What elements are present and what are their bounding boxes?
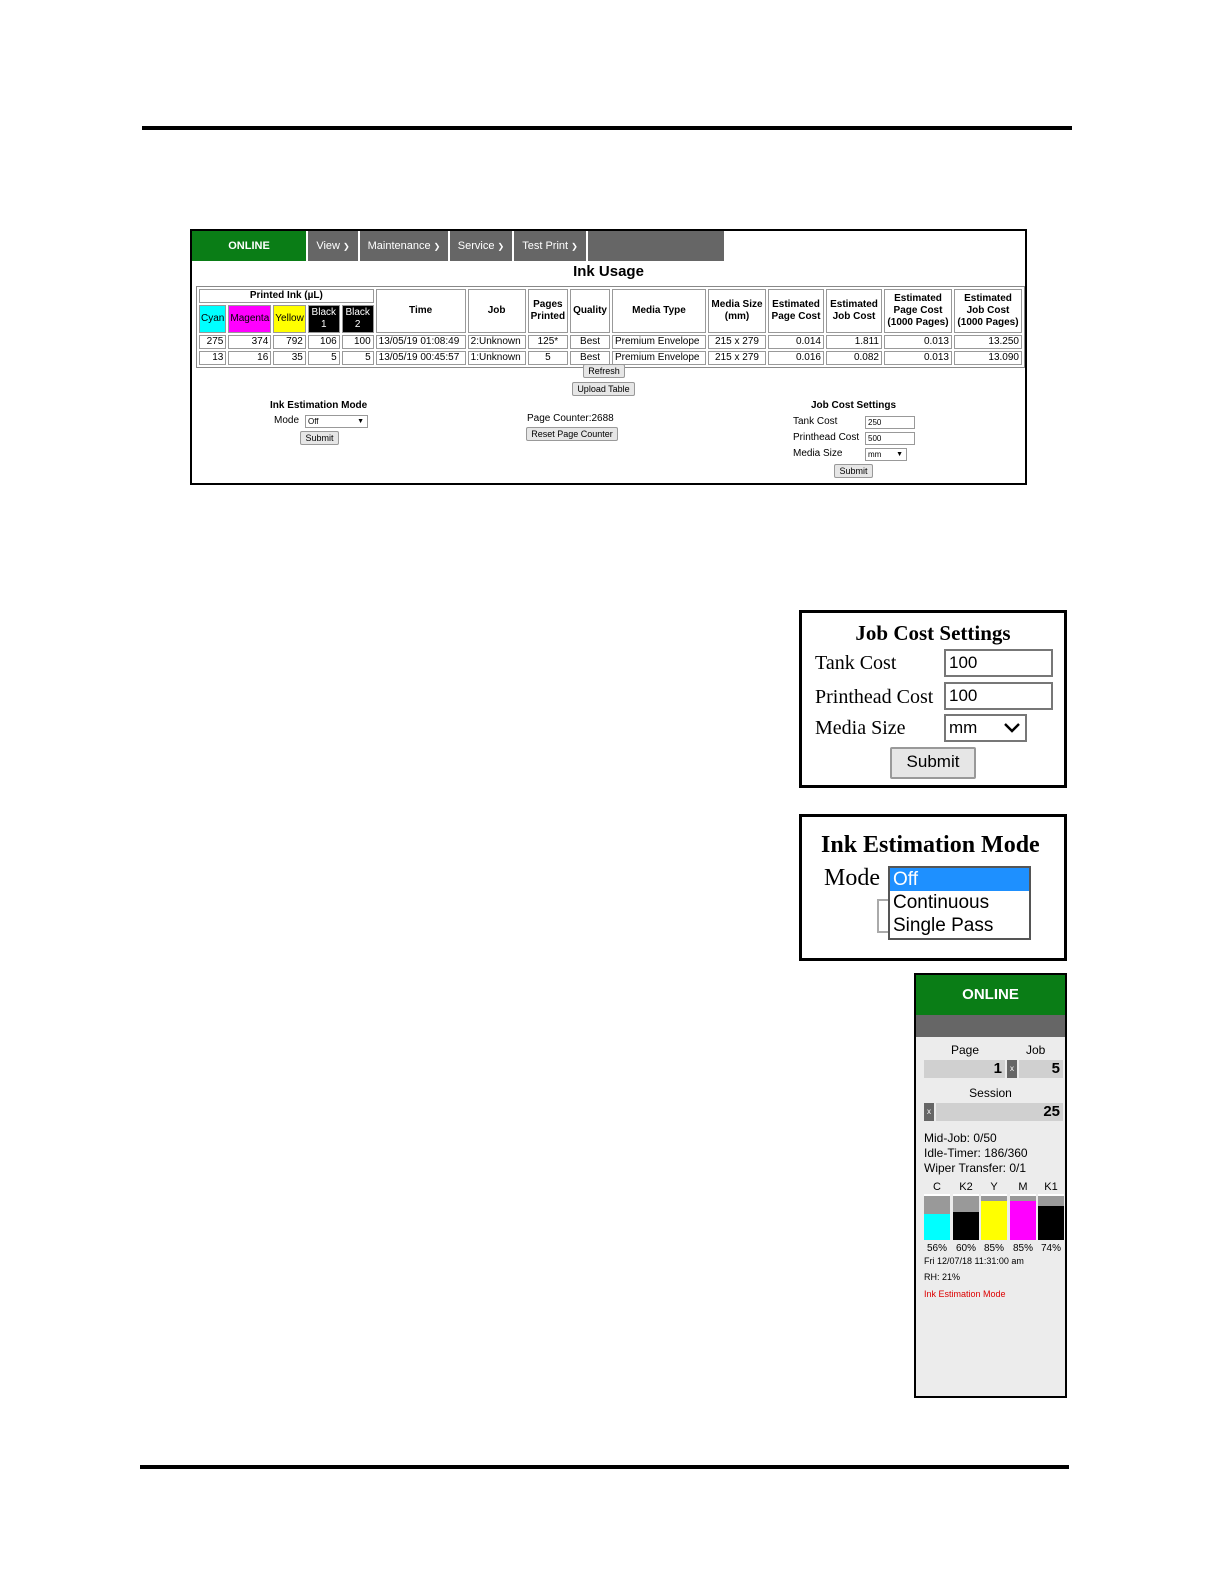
table-cell: 106 [308,335,340,349]
printed-ink-header: Printed Ink (µL) [199,289,374,303]
media-size-select[interactable]: mm ▼ [865,448,907,461]
job-cost-settings-zoom [799,610,1067,788]
tank-label: K2 [959,1181,973,1193]
chevron-down-icon: ❯ [571,241,578,251]
ink-header-magenta: Magenta [228,305,271,333]
col-job-cost-1000: Estimated Job Cost (1000 Pages) [954,289,1022,333]
ink-usage-table [196,286,1025,368]
session-counter-bar: 25 [936,1103,1063,1121]
tank-percent: 60% [955,1243,976,1254]
ink-estimation-mode-zoom [799,814,1067,961]
col-media-size: Media Size (mm) [708,289,766,333]
ink-mode-submit[interactable]: Submit [300,431,339,445]
table-cell: 0.082 [826,351,882,365]
job-cost-zoom-heading: Job Cost Settings [855,621,1011,645]
tank-label: Y [990,1181,998,1193]
table-cell: 16 [228,351,271,365]
idle-timer-text: Idle-Timer: 186/360 [924,1146,1028,1160]
clear-page-button[interactable]: x [1007,1060,1017,1078]
table-cell: 5 [342,351,374,365]
chevron-down-icon: ❯ [433,241,441,251]
chevron-down-icon: ❯ [342,241,350,251]
tank-cap [924,1194,950,1196]
ink-header-cyan: Cyan [199,305,226,333]
tank-label: C [933,1181,941,1193]
tank-fill [1038,1206,1064,1240]
table-cell: 100 [342,335,374,349]
job-label: Job [1026,1043,1046,1057]
ink-mode-zoom-heading: Ink Estimation Mode [821,832,1040,858]
menu-test-print[interactable]: Test Print ❯ [512,231,586,261]
tank-fill [924,1214,950,1240]
table-cell: Premium Envelope [612,335,706,349]
top-rule [142,126,1072,130]
printhead-cost-label: Printhead Cost [793,432,860,443]
tank-cap [1038,1194,1064,1196]
table-cell: 374 [228,335,271,349]
col-page-cost: Estimated Page Cost [768,289,824,333]
ink-estimation-mode-notice: Ink Estimation Mode [924,1289,1006,1299]
ink-tank-gauge [1010,1194,1036,1240]
tank-cap [953,1194,979,1196]
tank-cost-label: Tank Cost [793,416,838,427]
table-cell: 275 [199,335,226,349]
media-size-label: Media Size [815,717,906,739]
table-cell: 2:Unknown [468,335,526,349]
col-quality: Quality [570,289,610,333]
table-cell: 5 [308,351,340,365]
printhead-cost-label: Printhead Cost [815,686,934,708]
table-cell: 0.013 [884,351,952,365]
col-job: Job [468,289,526,333]
job-counter-bar: 5 [1019,1060,1063,1078]
page-label: Page [951,1043,980,1057]
table-cell: Premium Envelope [612,351,706,365]
table-row [199,351,1022,365]
col-pages: Pages Printed [528,289,568,333]
table-row [199,335,1022,349]
tank-fill [953,1212,979,1240]
menu-service[interactable]: Service ❯ [448,231,512,261]
refresh-button[interactable]: Refresh [583,364,625,378]
tank-cost-input[interactable]: 250 [865,416,915,429]
table-cell: 0.013 [884,335,952,349]
mid-job-text: Mid-Job: 0/50 [924,1131,997,1145]
table-cell: 0.014 [768,335,824,349]
mode-label: Mode [824,865,880,891]
dropdown-arrow-icon: ▼ [357,418,364,425]
tank-percent: 85% [1012,1243,1033,1254]
online-status: ONLINE [916,975,1065,1015]
ink-header-black-2: Black 2 [342,305,374,333]
ink-mode-label: Mode [274,415,300,426]
clear-session-button[interactable]: x [924,1103,934,1121]
table-cell: 792 [273,335,306,349]
table-cell: 215 x 279 [708,351,766,365]
tank-cost-input[interactable]: 100 [944,649,1053,677]
table-cell: 13.090 [954,351,1022,365]
table-cell: 1.811 [826,335,882,349]
menu-filler [586,231,724,261]
table-cell: 13/05/19 00:45:57 [376,351,466,365]
upload-table-button[interactable]: Upload Table [572,382,635,396]
wiper-transfer-text: Wiper Transfer: 0/1 [924,1161,1027,1175]
ink-usage-screenshot [190,229,1027,485]
job-cost-heading: Job Cost Settings [811,400,897,411]
side-menu-bar [916,1015,1065,1037]
table-cell: 5 [528,351,568,365]
tank-fill [1010,1201,1036,1240]
session-label: Session [969,1086,1012,1100]
page-counter: Page Counter:2688 [527,413,614,424]
tank-percent: 74% [1040,1243,1061,1254]
humidity-text: RH: 21% [924,1272,961,1282]
table-cell: 35 [273,351,306,365]
table-cell: 125* [528,335,568,349]
table-cell: 13/05/19 01:08:49 [376,335,466,349]
mode-option-single-pass[interactable]: Single Pass [893,915,994,936]
tank-label: K1 [1044,1181,1058,1193]
col-media-type: Media Type [612,289,706,333]
ink-tank-gauge [924,1194,950,1240]
online-status: ONLINE [192,231,306,261]
ink-tank-gauge [981,1194,1007,1240]
dropdown-arrow-icon: ▼ [896,451,903,458]
job-cost-submit-button[interactable]: Submit [890,747,976,779]
mode-option-continuous[interactable]: Continuous [893,892,990,913]
table-cell: Best [570,335,610,349]
ink-tank-gauge [953,1194,979,1240]
printhead-cost-input[interactable]: 500 [865,432,915,445]
job-cost-submit[interactable]: Submit [834,464,873,478]
ink-mode-heading: Ink Estimation Mode [270,400,368,411]
bottom-rule [140,1465,1069,1469]
tank-fill [981,1201,1007,1240]
menu-maintenance[interactable]: Maintenance ❯ [358,231,448,261]
table-cell: 13.250 [954,335,1022,349]
table-cell: 1:Unknown [468,351,526,365]
reset-page-counter-button[interactable]: Reset Page Counter [526,427,618,441]
status-side-panel [914,973,1067,1398]
ink-header-yellow: Yellow [273,305,306,333]
table-cell: 13 [199,351,226,365]
menu-view[interactable]: View ❯ [306,231,358,261]
media-size-select[interactable]: mm [944,714,1027,742]
chevron-down-icon: ❯ [497,241,505,251]
chevron-down-icon [1004,723,1020,733]
table-cell: Best [570,351,610,365]
ink-mode-select[interactable]: Off ▼ [305,415,368,428]
datetime-text: Fri 12/07/18 11:31:00 am [924,1256,1024,1266]
ink-tank-gauge [1038,1194,1064,1240]
tank-label: M [1018,1181,1028,1193]
tank-percent: 85% [983,1243,1004,1254]
col-page-cost-1000: Estimated Page Cost (1000 Pages) [884,289,952,333]
page-title: Ink Usage [573,263,644,280]
ink-header-black-1: Black 1 [308,305,340,333]
col-job-cost: Estimated Job Cost [826,289,882,333]
tank-cost-label: Tank Cost [815,652,897,674]
page-counter-bar: 1 [924,1060,1005,1078]
tank-cap [1010,1194,1036,1196]
nav-bar [192,231,724,261]
mode-option-off[interactable]: Off [890,868,1029,891]
table-cell: 0.016 [768,351,824,365]
tank-cap [981,1194,1007,1196]
media-size-label: Media Size [793,448,843,459]
col-time: Time [376,289,466,333]
printhead-cost-input[interactable]: 100 [944,682,1053,710]
tank-percent: 56% [926,1243,947,1254]
table-cell: 215 x 279 [708,335,766,349]
